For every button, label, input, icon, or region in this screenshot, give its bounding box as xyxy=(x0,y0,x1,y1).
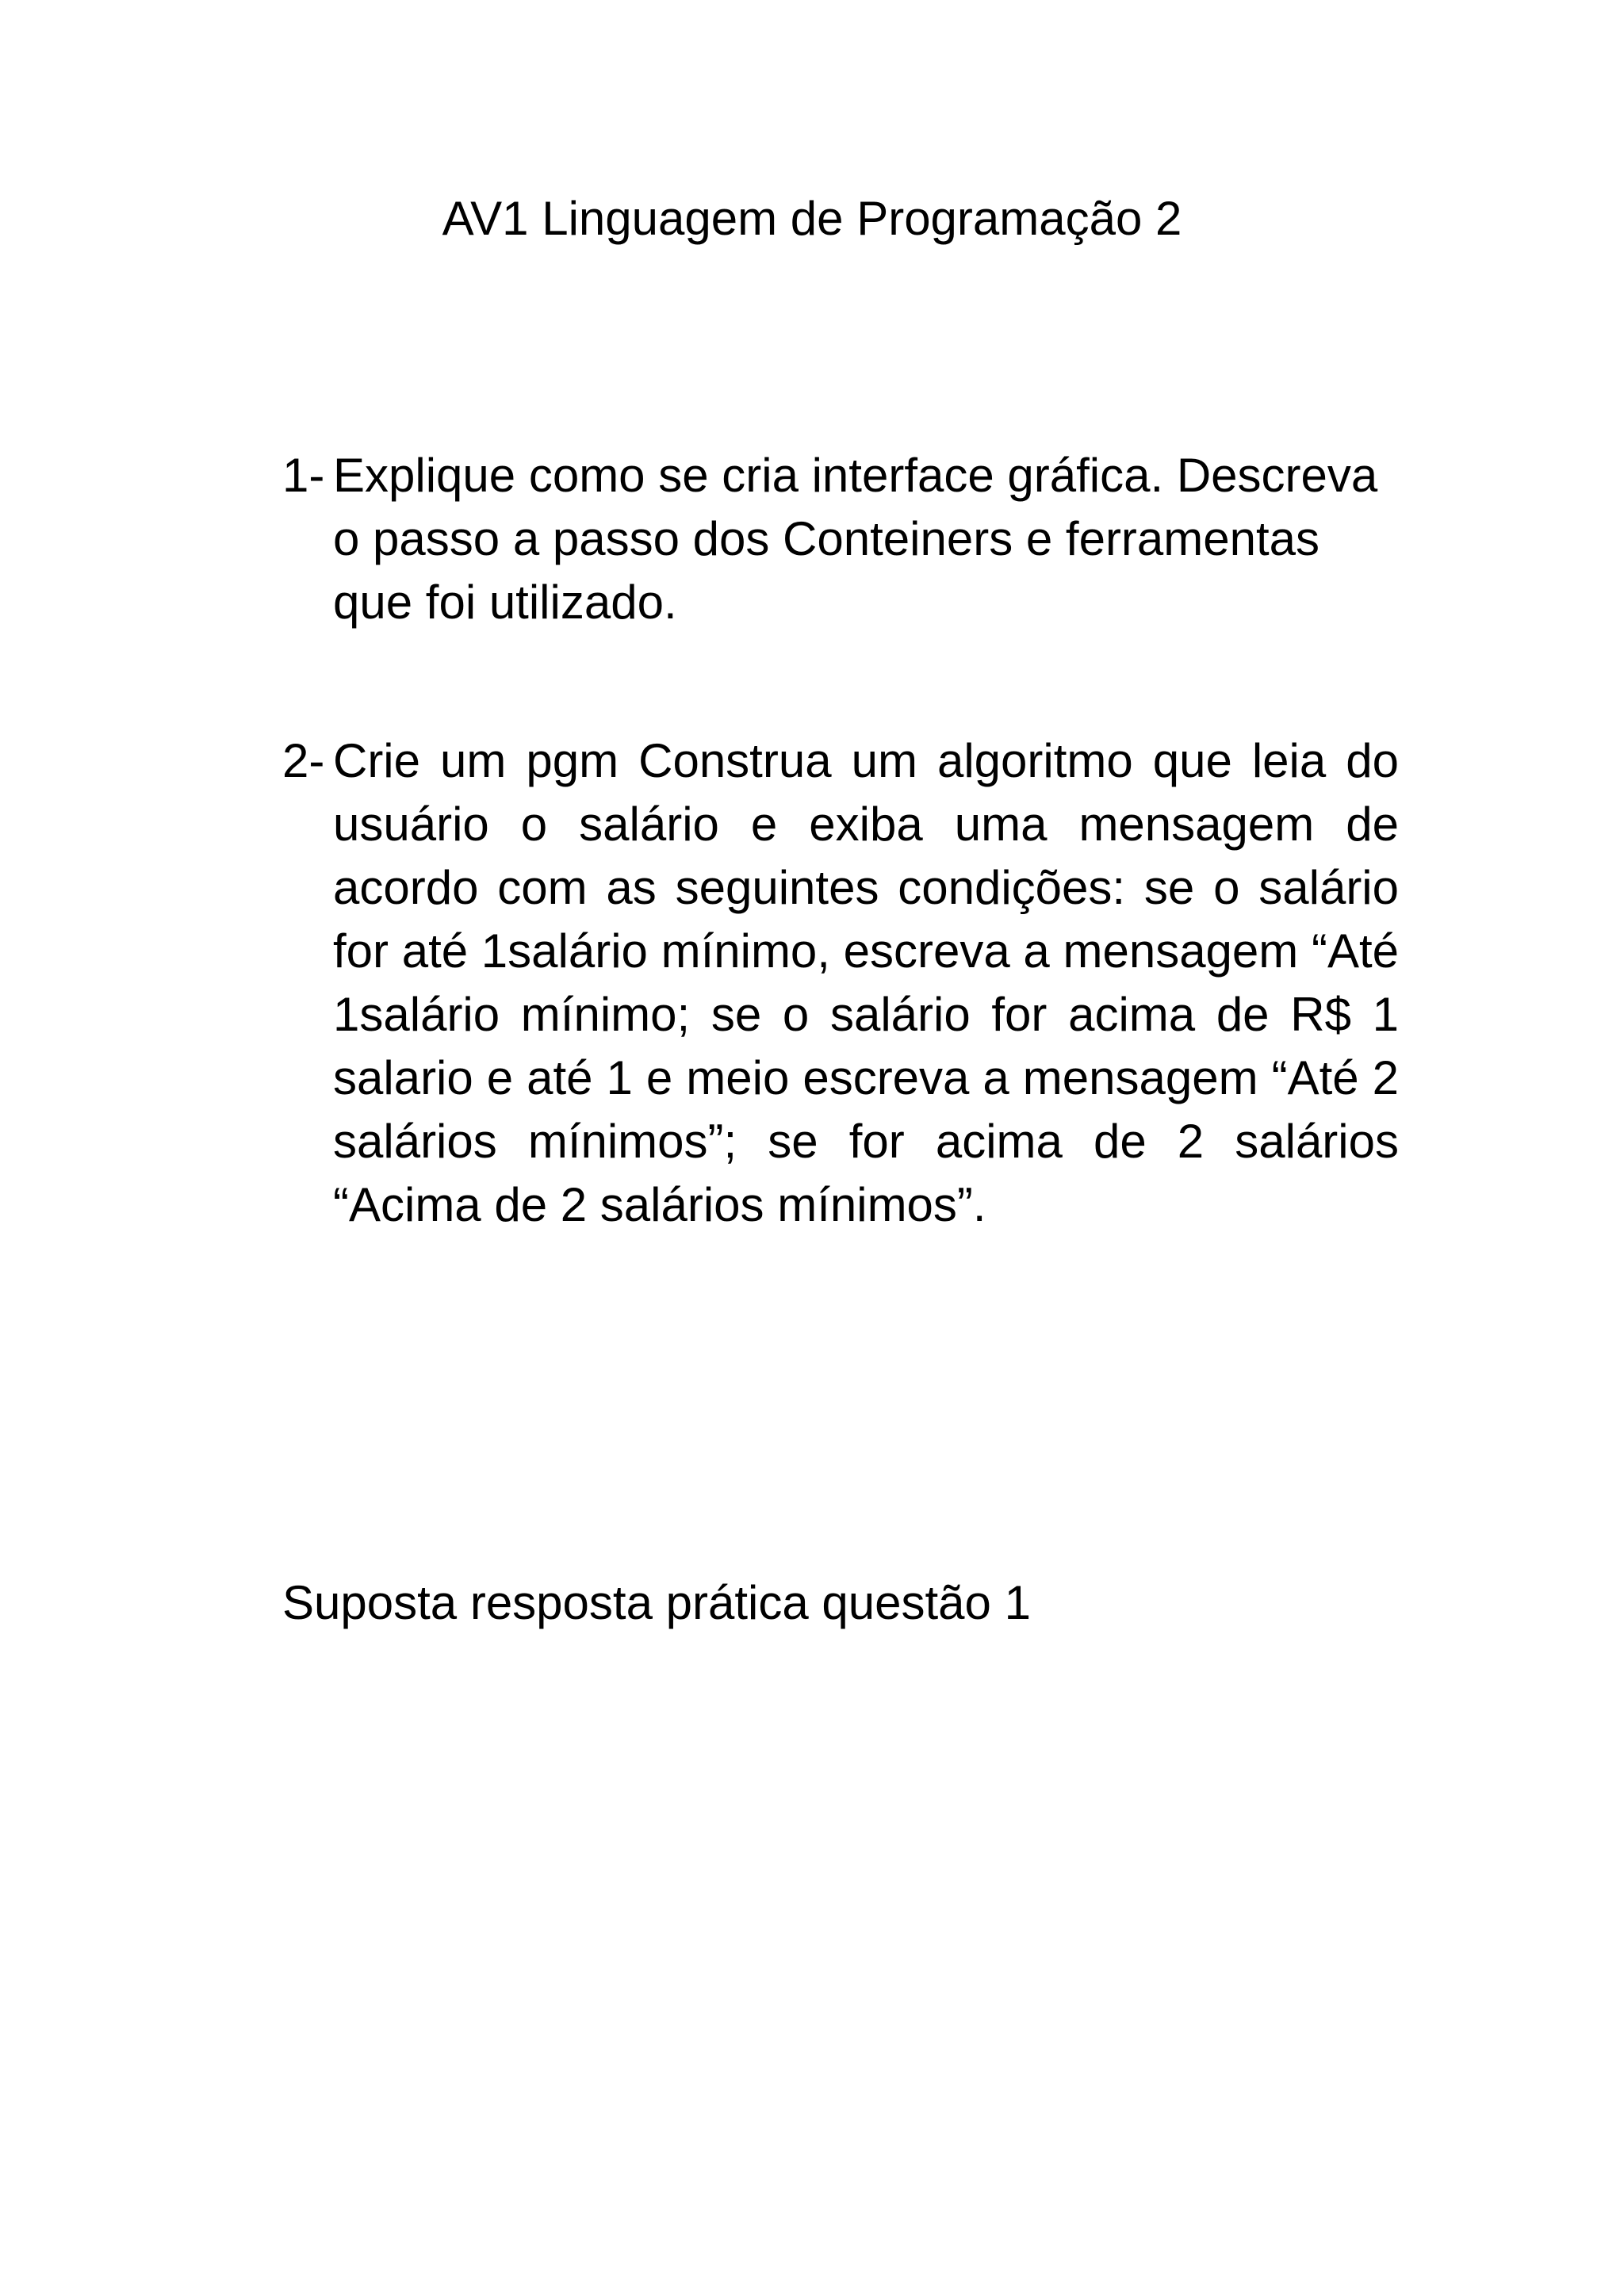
question-2-number: 2- xyxy=(282,734,325,787)
question-1-text: Explique como se cria interface gráfica. Descreva o passo a passo dos Conteiners e ferramentas que foi utilizado. xyxy=(333,449,1378,629)
answer-label: Suposta resposta prática questão 1 xyxy=(282,1576,1031,1629)
question-1-number: 1- xyxy=(282,449,325,502)
question-1 xyxy=(282,444,1399,634)
question-2-text: Crie um pgm Construa um algoritmo que leia do usuário o salário e exiba uma mensagem de acordo com as seguintes condições: se o salário for até 1salário mínimo, escreva a mensagem “Até 1salário mínimo; se o salário for acima de R$ 1 salario e até 1 e meio escreva a mensagem “Até 2 salários mínimos”; se for acima de 2 salários “Acima de 2 salários mínimos”. xyxy=(333,734,1399,1231)
question-2 xyxy=(282,729,1399,1237)
document-title: AV1 Linguagem de Programação 2 xyxy=(442,192,1182,245)
